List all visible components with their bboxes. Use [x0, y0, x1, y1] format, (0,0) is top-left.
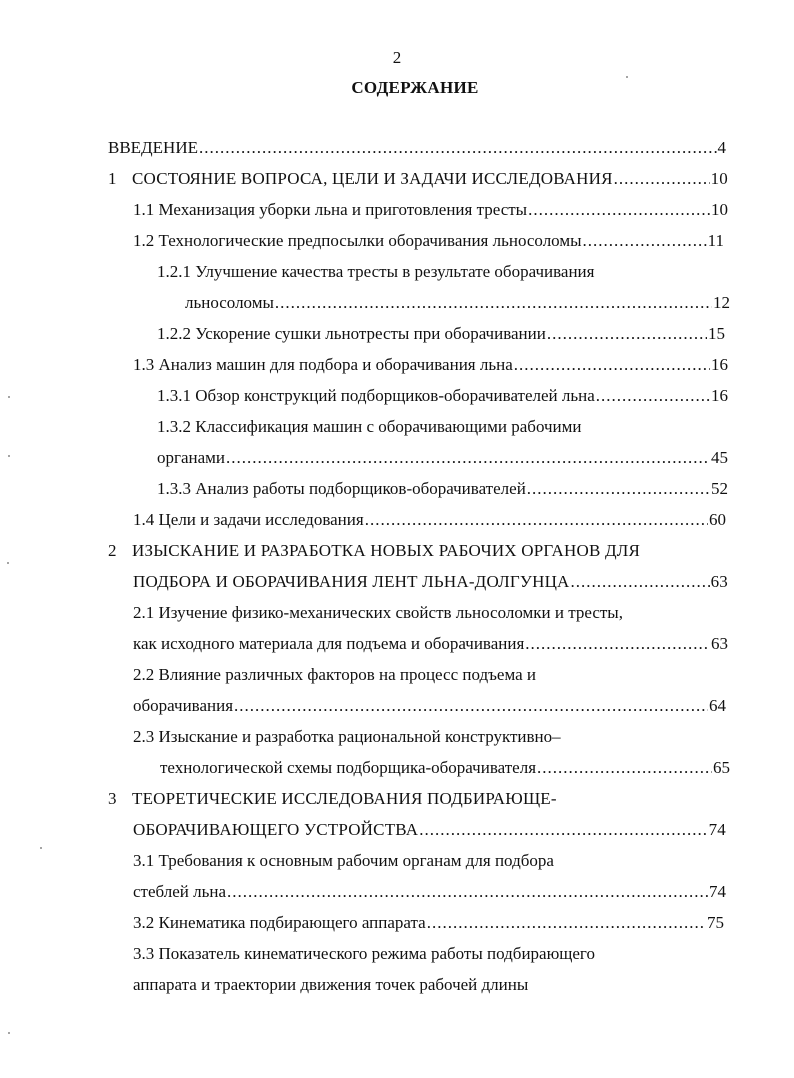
toc-entry [133, 695, 726, 726]
toc-page-number: 16 [711, 355, 728, 374]
scan-speck [8, 455, 10, 457]
toc-entry-title: 1.1 Механизация уборки льна и приготовления тресты [133, 200, 528, 219]
toc-entry-title: 3.2 Кинематика подбирающего аппарата [133, 913, 426, 932]
toc-entry [157, 478, 728, 509]
toc-entry-title: 1.2.1 Улучшение качества тресты в результате оборачивания [157, 262, 595, 281]
scan-speck [626, 76, 628, 78]
dot-leader [419, 819, 707, 841]
toc-entry-title: 1.3 Анализ машин для подбора и оборачивания льна [133, 355, 513, 374]
toc-entry-title: 1.3.2 Классификация машин с оборачивающими рабочими [157, 417, 582, 436]
toc-entry-title: 2.1 Изучение физико-механических свойств льносоломки и тресты, [133, 603, 623, 622]
toc-entry-title: 1.2 Технологические предпосылки оборачивания льносоломы [133, 231, 582, 250]
dot-leader [275, 292, 712, 314]
toc-page-number: 63 [711, 634, 728, 653]
toc-entry-title: 2.3 Изыскание и разработка рациональной конструктивно– [133, 727, 561, 746]
scan-speck [8, 396, 10, 398]
toc-chapter [108, 540, 794, 571]
toc-page-number: 74 [709, 882, 726, 901]
dot-leader [528, 199, 710, 221]
toc-entry [133, 633, 728, 664]
toc-entry-title: ТЕОРЕТИЧЕСКИЕ ИССЛЕДОВАНИЯ ПОДБИРАЮЩЕ- [132, 789, 557, 808]
toc-chapter [108, 788, 794, 819]
chapter-number: 2 [108, 541, 117, 560]
toc-entry [133, 230, 724, 261]
toc-entry-title: как исходного материала для подъема и оборачивания [133, 634, 525, 653]
dot-leader [537, 757, 712, 779]
toc-entry-title: ИЗЫСКАНИЕ И РАЗРАБОТКА НОВЫХ РАБОЧИХ ОРГАНОВ ДЛЯ [132, 541, 641, 560]
chapter-number: 3 [108, 789, 117, 808]
toc-entry-title: ПОДБОРА И ОБОРАЧИВАНИЯ ЛЕНТ ЛЬНА-ДОЛГУНЦА [133, 572, 570, 591]
dot-leader [583, 230, 707, 252]
toc-page-number: 60 [709, 510, 726, 529]
toc-chapter [108, 168, 728, 199]
toc-entry [108, 137, 726, 168]
toc-entry-title: 3.1 Требования к основным рабочим органам для подбора [133, 851, 554, 870]
toc-entry-title: технологической схемы подборщика-оборачивателя [160, 758, 537, 777]
scan-speck [40, 847, 42, 849]
toc-entry-title: 1.3.3 Анализ работы подборщиков-оборачивателей [157, 479, 526, 498]
toc-entry [133, 912, 724, 943]
page-number: 2 [392, 48, 402, 67]
toc-entry-title: льносоломы [185, 293, 274, 312]
toc-page-number: 10 [711, 200, 728, 219]
dot-leader [596, 385, 710, 407]
toc-entry [185, 292, 730, 323]
toc-entry [157, 385, 728, 416]
toc-entry [133, 199, 728, 230]
toc-page-number: 74 [708, 820, 726, 839]
toc-page-number: 10 [710, 169, 728, 188]
toc-entry-title: 1.4 Цели и задачи исследования [133, 510, 364, 529]
toc-entry [133, 881, 726, 912]
dot-leader [527, 478, 710, 500]
toc-entry [133, 571, 728, 602]
dot-leader [226, 447, 710, 469]
toc-entry-title: аппарата и траектории движения точек рабочей длины [133, 975, 529, 994]
toc-entry [133, 819, 726, 850]
toc-entry-title: 1.2.2 Ускорение сушки льнотресты при оборачивании [157, 324, 546, 343]
toc-entry [157, 447, 728, 478]
toc-entry-title: 1.3.1 Обзор конструкций подборщиков-оборачивателей льна [157, 386, 595, 405]
toc-entry-title: стеблей льна [133, 882, 227, 901]
dot-leader [614, 168, 710, 190]
scan-speck [7, 562, 9, 564]
toc-entry-title: оборачивания [133, 696, 234, 715]
table-of-contents [0, 137, 794, 1005]
toc-page-number: 15 [708, 324, 725, 343]
scan-speck [8, 1032, 10, 1034]
toc-page-number: 45 [711, 448, 728, 467]
toc-page-number: 4 [717, 138, 726, 157]
toc-entry [133, 354, 728, 385]
dot-leader [547, 323, 707, 345]
dot-leader [365, 509, 708, 531]
toc-page-number: 64 [709, 696, 726, 715]
dot-leader [427, 912, 706, 934]
toc-page-number: 11 [707, 231, 724, 250]
toc-entry-title: ОБОРАЧИВАЮЩЕГО УСТРОЙСТВА [133, 820, 419, 839]
toc-entry [157, 323, 725, 354]
toc-page-number: 12 [713, 293, 730, 312]
toc-entry-title: СОСТОЯНИЕ ВОПРОСА, ЦЕЛИ И ЗАДАЧИ ИССЛЕДОВАНИЯ [132, 169, 613, 188]
toc-page-number: 16 [711, 386, 728, 405]
toc-entry-title: ВВЕДЕНИЕ [108, 138, 198, 157]
chapter-number: 1 [108, 169, 117, 188]
dot-leader [525, 633, 710, 655]
toc-page-number: 63 [710, 572, 728, 591]
toc-entry [133, 509, 726, 540]
toc-entry-title: органами [157, 448, 226, 467]
toc-entry [160, 757, 730, 788]
toc-page-number: 65 [713, 758, 730, 777]
toc-page-number: 75 [707, 913, 724, 932]
toc-entry-title: 3.3 Показатель кинематического режима работы подбирающего [133, 944, 595, 963]
dot-leader [571, 571, 710, 593]
dot-leader [227, 881, 708, 903]
toc-page-number: 52 [711, 479, 728, 498]
dot-leader [199, 137, 717, 159]
dot-leader [514, 354, 710, 376]
page-title: СОДЕРЖАНИЕ [351, 78, 479, 97]
dot-leader [234, 695, 708, 717]
toc-entry-title: 2.2 Влияние различных факторов на процесс подъема и [133, 665, 536, 684]
